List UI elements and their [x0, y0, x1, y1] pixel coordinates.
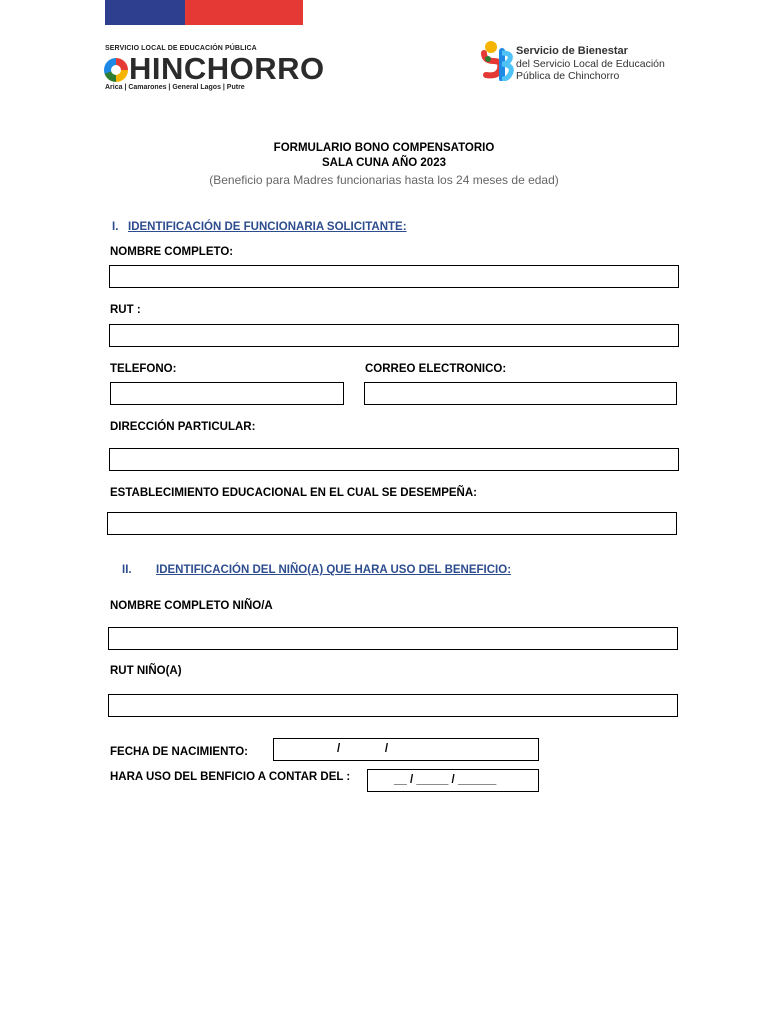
uso-desde-value: __ / _____ / ______: [394, 774, 497, 786]
fecha-nacimiento-label: FECHA DE NACIMIENTO:: [110, 746, 248, 758]
form-title-year: SALA CUNA AÑO 2023: [322, 157, 446, 169]
section-1-heading: [112, 221, 407, 233]
section-2-number: II.: [122, 564, 132, 576]
direccion-label: DIRECCIÓN PARTICULAR:: [110, 421, 256, 433]
section-1-number: I.: [112, 221, 119, 233]
flag-bar-red: [185, 0, 303, 25]
nombre-nino-field[interactable]: [108, 627, 678, 650]
bienestar-title: Servicio de Bienestar: [516, 45, 628, 57]
logo-chinchorro: [104, 52, 325, 86]
telefono-field[interactable]: [110, 382, 344, 405]
nombre-label: NOMBRE COMPLETO:: [110, 246, 234, 258]
flag-bar-blue: [105, 0, 185, 25]
chinchorro-c-icon: [104, 58, 128, 82]
nombre-field[interactable]: [109, 265, 679, 288]
bienestar-line3: Pública de Chinchorro: [516, 70, 620, 82]
rut-field[interactable]: [109, 324, 679, 347]
establecimiento-field[interactable]: [107, 512, 677, 535]
fecha-nacimiento-field[interactable]: [273, 738, 539, 761]
logo-left-top-line: SERVICIO LOCAL DE EDUCACIÓN PÚBLICA: [105, 45, 257, 52]
rut-label: RUT :: [110, 304, 141, 316]
correo-field[interactable]: [364, 382, 677, 405]
section-1-title: IDENTIFICACIÓN DE FUNCIONARIA SOLICITANTE:: [128, 221, 407, 233]
section-2-title: IDENTIFICACIÓN DEL NIÑO(A) QUE HARA USO DEL BENEFICIO:: [156, 564, 512, 576]
fecha-nacimiento-value: / /: [337, 743, 389, 755]
form-title: FORMULARIO BONO COMPENSATORIO: [273, 142, 495, 154]
form-subtitle: (Beneficio para Madres funcionarias hasta los 24 meses de edad): [209, 173, 559, 187]
bienestar-sb-icon: [480, 39, 514, 81]
establecimiento-label: ESTABLECIMIENTO EDUCACIONAL EN EL CUAL SE DESEMPEÑA:: [110, 487, 477, 499]
uso-desde-field[interactable]: [367, 769, 539, 792]
rut-nino-field[interactable]: [108, 694, 678, 717]
uso-desde-label: HARA USO DEL BENFICIO A CONTAR DEL :: [110, 771, 351, 783]
nombre-nino-label: NOMBRE COMPLETO NIÑO/A: [110, 600, 273, 612]
logo-chinchorro-text: HINCHORRO: [129, 51, 325, 86]
telefono-label: TELEFONO:: [110, 363, 177, 375]
bienestar-line2: del Servicio Local de Educación: [516, 58, 665, 70]
logo-left-bottom-line: Arica | Camarones | General Lagos | Putre: [105, 84, 245, 91]
rut-nino-label: RUT NIÑO(A): [110, 665, 182, 677]
correo-label: CORREO ELECTRONICO:: [365, 363, 507, 375]
section-2-heading: [122, 564, 511, 576]
direccion-field[interactable]: [109, 448, 679, 471]
